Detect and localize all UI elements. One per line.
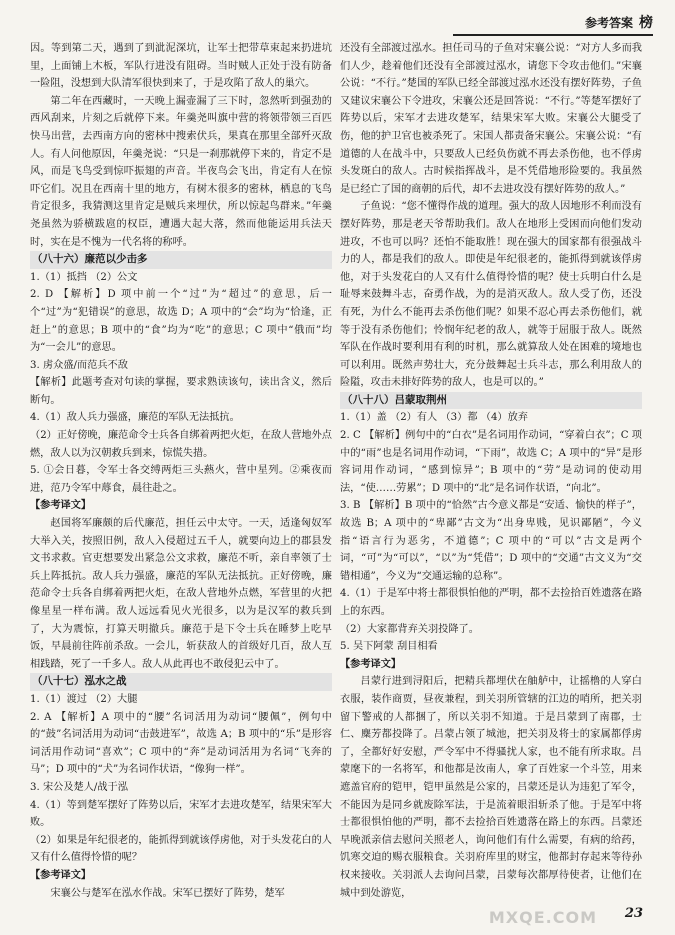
subheading: 【参考译文】 (30, 869, 92, 881)
paragraph: 吕蒙行进到浔阳后，把精兵都埋伏在舳舻中，让摇橹的人穿白衣服，装作商贾，昼夜兼程，到关羽所管辖的江边的哨所，把关羽留下警戒的人都捆了，所以关羽不知道。于是吕蒙到了南郡，士仁、麋芳都投降了。吕蒙占领了城池，把关羽及将士的家属都俘虏了，全都好好安慰，严令军中不得骚扰人家，也不能有所求取。吕蒙麾下的一名将军，和他都是汝南人，拿了百姓家一个斗笠，用来遮盖官府的铠甲，铠甲虽然是公家的，吕蒙还是认为违犯了军令，不能因为是同乡就废除军法，于是流着眼泪斩杀了他。于是军中将士都很惧怕他的严明，都不去捡拾百姓遗落在路上的东西。吕蒙还早晚派亲信去慰问关照老人，询问他们有什么需要，有病的给药，饥寒交迫的赐衣服粮食。关羽府库里的财宝，他都封存起来等待孙权来接收。关羽派人去询问吕蒙，吕蒙每次都厚待使者，让他们在城中到处游览， (340, 676, 642, 899)
paragraph: 3. 宋公及楚人/战于泓 (30, 781, 128, 793)
paragraph: 还没有全部渡过泓水。担任司马的子鱼对宋襄公说：“对方人多而我们人少，趁着他们还没有全部渡过泓水，请您下令攻击他们。”宋襄公说：“不行。”楚国的军队已经全部渡过泓水还没有摆好阵势，子鱼又建议宋襄公下令进攻，宋襄公还是回答说：“不行。”等楚军摆好了阵势以后，宋军才去进攻楚军，结果宋军大败。宋襄公大腿受了伤，他的护卫官也被杀死了。宋国人都责备宋襄公。宋襄公说：“有道德的人在战斗中，只要敌人已经负伤就不再去杀伤他，也不俘虏头发斑白的敌人。古时候指挥战斗，是不凭借地形险要的。我虽然是已经亡了国的商朝的后代，却不去进攻没有摆好阵势的敌人。” (340, 43, 642, 195)
paragraph: （2）大家都背弃关羽投降了。 (340, 623, 479, 635)
right-column (340, 40, 642, 902)
section-heading: （八十六）廉范以少击多 (30, 251, 332, 269)
header-logo: 榜 (639, 15, 653, 31)
section-heading: （八十八）吕蒙取荆州 (340, 392, 642, 410)
subheading: 【参考译文】 (340, 658, 402, 670)
subheading: 【参考译文】 (30, 500, 92, 512)
watermark: MXQE.COM (488, 908, 597, 927)
paragraph: 4.（1）等到楚军摆好了阵势以后，宋军才去进攻楚军，结果宋军大败。 (30, 799, 332, 829)
page-number: 23 (624, 906, 643, 921)
left-column (30, 40, 332, 902)
header-title: 参考答案 (584, 16, 633, 30)
paragraph: （2）如果是年纪很老的，能抓得到就该俘虏他，对于头发花白的人又有什么值得怜惜的呢？ (30, 834, 332, 864)
paragraph: 4.（1）于是军中将士都很惧怕他的严明，都不去捡拾百姓遗落在路上的东西。 (340, 588, 642, 617)
paragraph: 3. 虏众盛/而范兵不敌 (30, 359, 128, 371)
paragraph: 1.（1）抵挡 （2）公文 (30, 271, 138, 283)
section-heading: （八十七）泓水之战 (30, 673, 332, 691)
paragraph: 2. D 【解析】D 项中前一个“过”为“超过”的意思，后一个“过”为“犯错误”的意思，故选 D；A 项中的“会”均为“恰逢，正赶上”的意思；B 项中的“食”均为“吃”的意思；C 项中“俄而”均为“一会儿”的意思。 (30, 289, 332, 354)
paragraph: 第二年在西藏时，一天晚上漏壶漏了三下时，忽然听到强劲的西风刮来，片刻之后就停下来。年羹尧叫旗中营的将领带领三百匹快马出营，去西南方向的密林中搜索伏兵，果真在那里全部歼灭敌人。有人问他原因，年羹尧说：“只是一刹那就停下来的，肯定不是风，而是飞鸟受到惊吓振翅的声音。半夜鸟会飞出，肯定有人在惊吓它们。况且在西南十里的地方，有树木很多的密林，栖息的飞鸟肯定很多，我猜测这里肯定是贼兵来埋伏，所以惊起鸟群来。”年羹尧虽然为骄横跋扈的权臣，遭遇大起大落，然而他能运用兵法天时，实在是不愧为一代名将的称呼。 (30, 95, 332, 248)
paragraph: 子鱼说：“您不懂得作战的道理。强大的敌人因地形不利而没有摆好阵势，那是老天爷帮助我们。敌人在地形上受困而向他们发动进攻，不也可以吗？还怕不能取胜！现在强大的国家都有很强战斗力的人，都是我们的敌人。即使是年纪很老的，能抓得到就该俘虏他，对于头发花白的人又有什么值得怜惜的呢？使士兵明白什么是耻辱来鼓舞斗志，奋勇作战，为的是消灭敌人。敌人受了伤，还没有死，为什么不能再去杀伤他们呢？如果不忍心再去杀伤他们，就等于没有杀伤他们；怜悯年纪老的敌人，就等于屈服于敌人。既然军队在作战时要利用有利的时机，那么就算敌人处在困难的境地也可以利用。既然声势壮大，充分鼓舞起士兵斗志，那么利用敌人的险隘，攻击未排好阵势的敌人，也是可以的。” (340, 201, 642, 389)
paragraph: 5. 吴下阿蒙 刮目相看 (340, 641, 438, 653)
paragraph: 4.（1）敌人兵力强盛，廉范的军队无法抵抗。 (30, 412, 240, 424)
paragraph: 【解析】此题考查对句读的掌握，要求熟读该句，读出含义，然后断句。 (30, 377, 332, 406)
paragraph: 因。等到第二天，遇到了到泚泥深坑，让军士把带草束起来扔进坑里，上面铺上木板，军队行进没有阻碍。当时贼人正处于没有防备一险阻，没想到大队清军很快到来了，于是攻陷了敌人的巢穴。 (30, 43, 332, 90)
paragraph: 宋襄公与楚军在泓水作战。宋军已摆好了阵势，楚军 (50, 887, 285, 899)
paragraph: 5. ①会日暮，令军士各交缚两炬三头爇火，营中星列。②乘夜而进，范乃令军中蓐食，晨往赴之。 (30, 465, 332, 494)
paragraph: 2. C 【解析】例句中的“白衣”是名词用作动词，“穿着白衣”；C 项中的“雨”也是名词用作动词，“下雨”，故选 C；A 项中的“异”是形容词用作动词，“感到惊异”；B 项中的“劳”是动词的使动用法，“使……劳累”；D 项中的“北”是名词作状语，“向北”。 (340, 430, 642, 494)
paragraph: 3. B 【解析】B 项中的“恰然”古今意义都是“安适、愉快的样子”，故选 B；A 项中的“卑鄙”古文为“出身卑贱，见识鄙陋”，今义指“语言行为恶劣，不道德”；C 项中的“可以”古文是两个词，“可”为“可以”，“以”为“凭借”；D 项中的“交通”古文义为“交错相通”，今义为“交通运输的总称”。 (340, 500, 642, 582)
paragraph: （2）正好傍晚，廉范命令士兵各自绑着两把火炬，在敌人营地外点燃，敌人以为汉朝救兵到来，惊慌失措。 (30, 430, 332, 459)
paragraph: 1.（1）盖 （2）有人 （3）都 （4）放弃 (340, 412, 528, 424)
paragraph: 1.（1）渡过 （2）大腿 (30, 693, 138, 705)
page-header (453, 6, 653, 36)
paragraph: 赵国将军廉颇的后代廉范，担任云中太守。一天，适逢匈奴军大举入关，按照旧例，敌人入侵超过五千人，就要向边上的郡县发文书求救。官吏想要发出紧急公文求救，廉范不听，亲自率领了士兵上阵抵抗。敌人兵力强盛，廉范的军队无法抵抗。正好傍晚，廉范命令士兵各自绑着两把火炬，在敌人营地外点燃，军营里的火把像星星一样布满。敌人远远看见火光很多，以为是汉军的救兵到了，大为震惊，打算天明撤兵。廉范于是下令士兵在睡梦上吃早饭，早晨前往阵前杀敌。一会儿，斩获敌人的首级好几百，敌人互相践踏，死了一千多人。敌人从此再也不敢侵犯云中了。 (30, 518, 332, 670)
paragraph: 2. A 【解析】A 项中的“腰”名词活用为动词“腰佩”，例句中的“鼓”名词活用为动词“击鼓进军”，故选 A；B 项中的“乐”是形容词活用作动词“喜欢”；C 项中的“奔”是动词活用为名词“飞奔的马”；D 项中的“犬”为名词作状语，“像狗一样”。 (30, 711, 332, 776)
